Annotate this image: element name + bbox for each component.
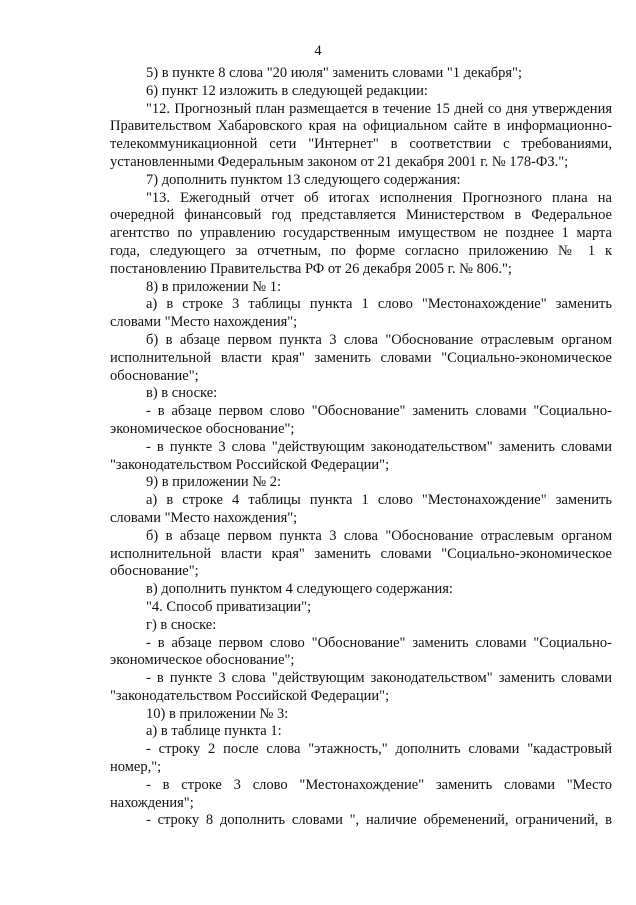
page-number: 4 (314, 43, 322, 59)
paragraph-quote-4: "4. Способ приватизации"; (146, 598, 312, 615)
paragraph-item-6: 6) пункт 12 изложить в следующей редакции: (146, 82, 428, 99)
paragraph-quote-13: "13. Ежегодный отчет об итогах исполнения Прогнозного плана на очередной финансовый год представляется Министерством в Федеральное агентство по управлению государственным имуществом не позднее 1 марта года, следующего за отчетным, по форме согласно приложению № 1 к постановлению Правительства РФ от 26 декабря 2005 г. № 806."; (110, 189, 612, 277)
paragraph-item-8a: а) в строке 3 таблицы пункта 1 слово "Местонахождение" заменить словами "Место нахождения"; (110, 296, 612, 331)
paragraph-item-9v: в) дополнить пунктом 4 следующего содержания: (146, 581, 453, 598)
paragraph-item-8b: б) в абзаце первом пункта 3 слова "Обоснование отраслевым органом исполнительной власти края" заменить словами "Социально-экономическое обоснование"; (110, 331, 612, 384)
paragraph-item-8: 8) в приложении № 1: (146, 278, 281, 295)
paragraph-item-5: 5) в пункте 8 слова "20 июля" заменить словами "1 декабря"; (146, 65, 522, 81)
paragraph-item-8v: в) в сноске: (146, 385, 218, 402)
paragraph-item-10a-3: - строку 8 дополнить словами ", наличие обременений, ограничений, в (146, 812, 612, 829)
paragraph-item-10a-2: - в строке 3 слово "Местонахождение" заменить словами "Место нахождения"; (110, 776, 612, 811)
paragraph-item-9g-1: - в абзаце первом слово "Обоснование" заменить словами "Социально-экономическое обоснование"; (110, 634, 612, 669)
paragraph-item-9b: б) в абзаце первом пункта 3 слова "Обоснование отраслевым органом исполнительной власти края" заменить словами "Социально-экономическое обоснование"; (110, 527, 612, 580)
paragraph-item-9g-2: - в пункте 3 слова "действующим законодательством" заменить словами "законодательством Российской Федерации"; (110, 670, 612, 704)
paragraph-quote-12: "12. Прогнозный план размещается в течение 15 дней со дня утверждения Правительством Хабаровского края на официальном сайте в информационно-телекоммуникационной сети "Интернет" в соответствии с требованиями, установленными Федеральным законом от 21 декабря 2001 г. № 178-ФЗ."; (110, 100, 612, 170)
paragraph-item-10a: а) в таблице пункта 1: (146, 723, 282, 740)
paragraph-item-10: 10) в приложении № 3: (146, 705, 289, 722)
paragraph-item-9g: г) в сноске: (146, 616, 217, 633)
paragraph-item-8v-1: - в абзаце первом слово "Обоснование" заменить словами "Социально-экономическое обоснование"; (110, 403, 612, 437)
paragraph-item-7: 7) дополнить пунктом 13 следующего содержания: (146, 171, 461, 188)
document-body (110, 65, 612, 830)
paragraph-item-9: 9) в приложении № 2: (146, 474, 281, 491)
paragraph-item-8v-2: - в пункте 3 слова "действующим законодательством" заменить словами "законодательством Российской Федерации"; (110, 438, 612, 473)
paragraph-item-10a-1: - строку 2 после слова "этажность," дополнить словами "кадастровый номер,"; (110, 741, 612, 776)
paragraph-item-9a: а) в строке 4 таблицы пункта 1 слово "Местонахождение" заменить словами "Место нахождения"; (110, 492, 612, 526)
